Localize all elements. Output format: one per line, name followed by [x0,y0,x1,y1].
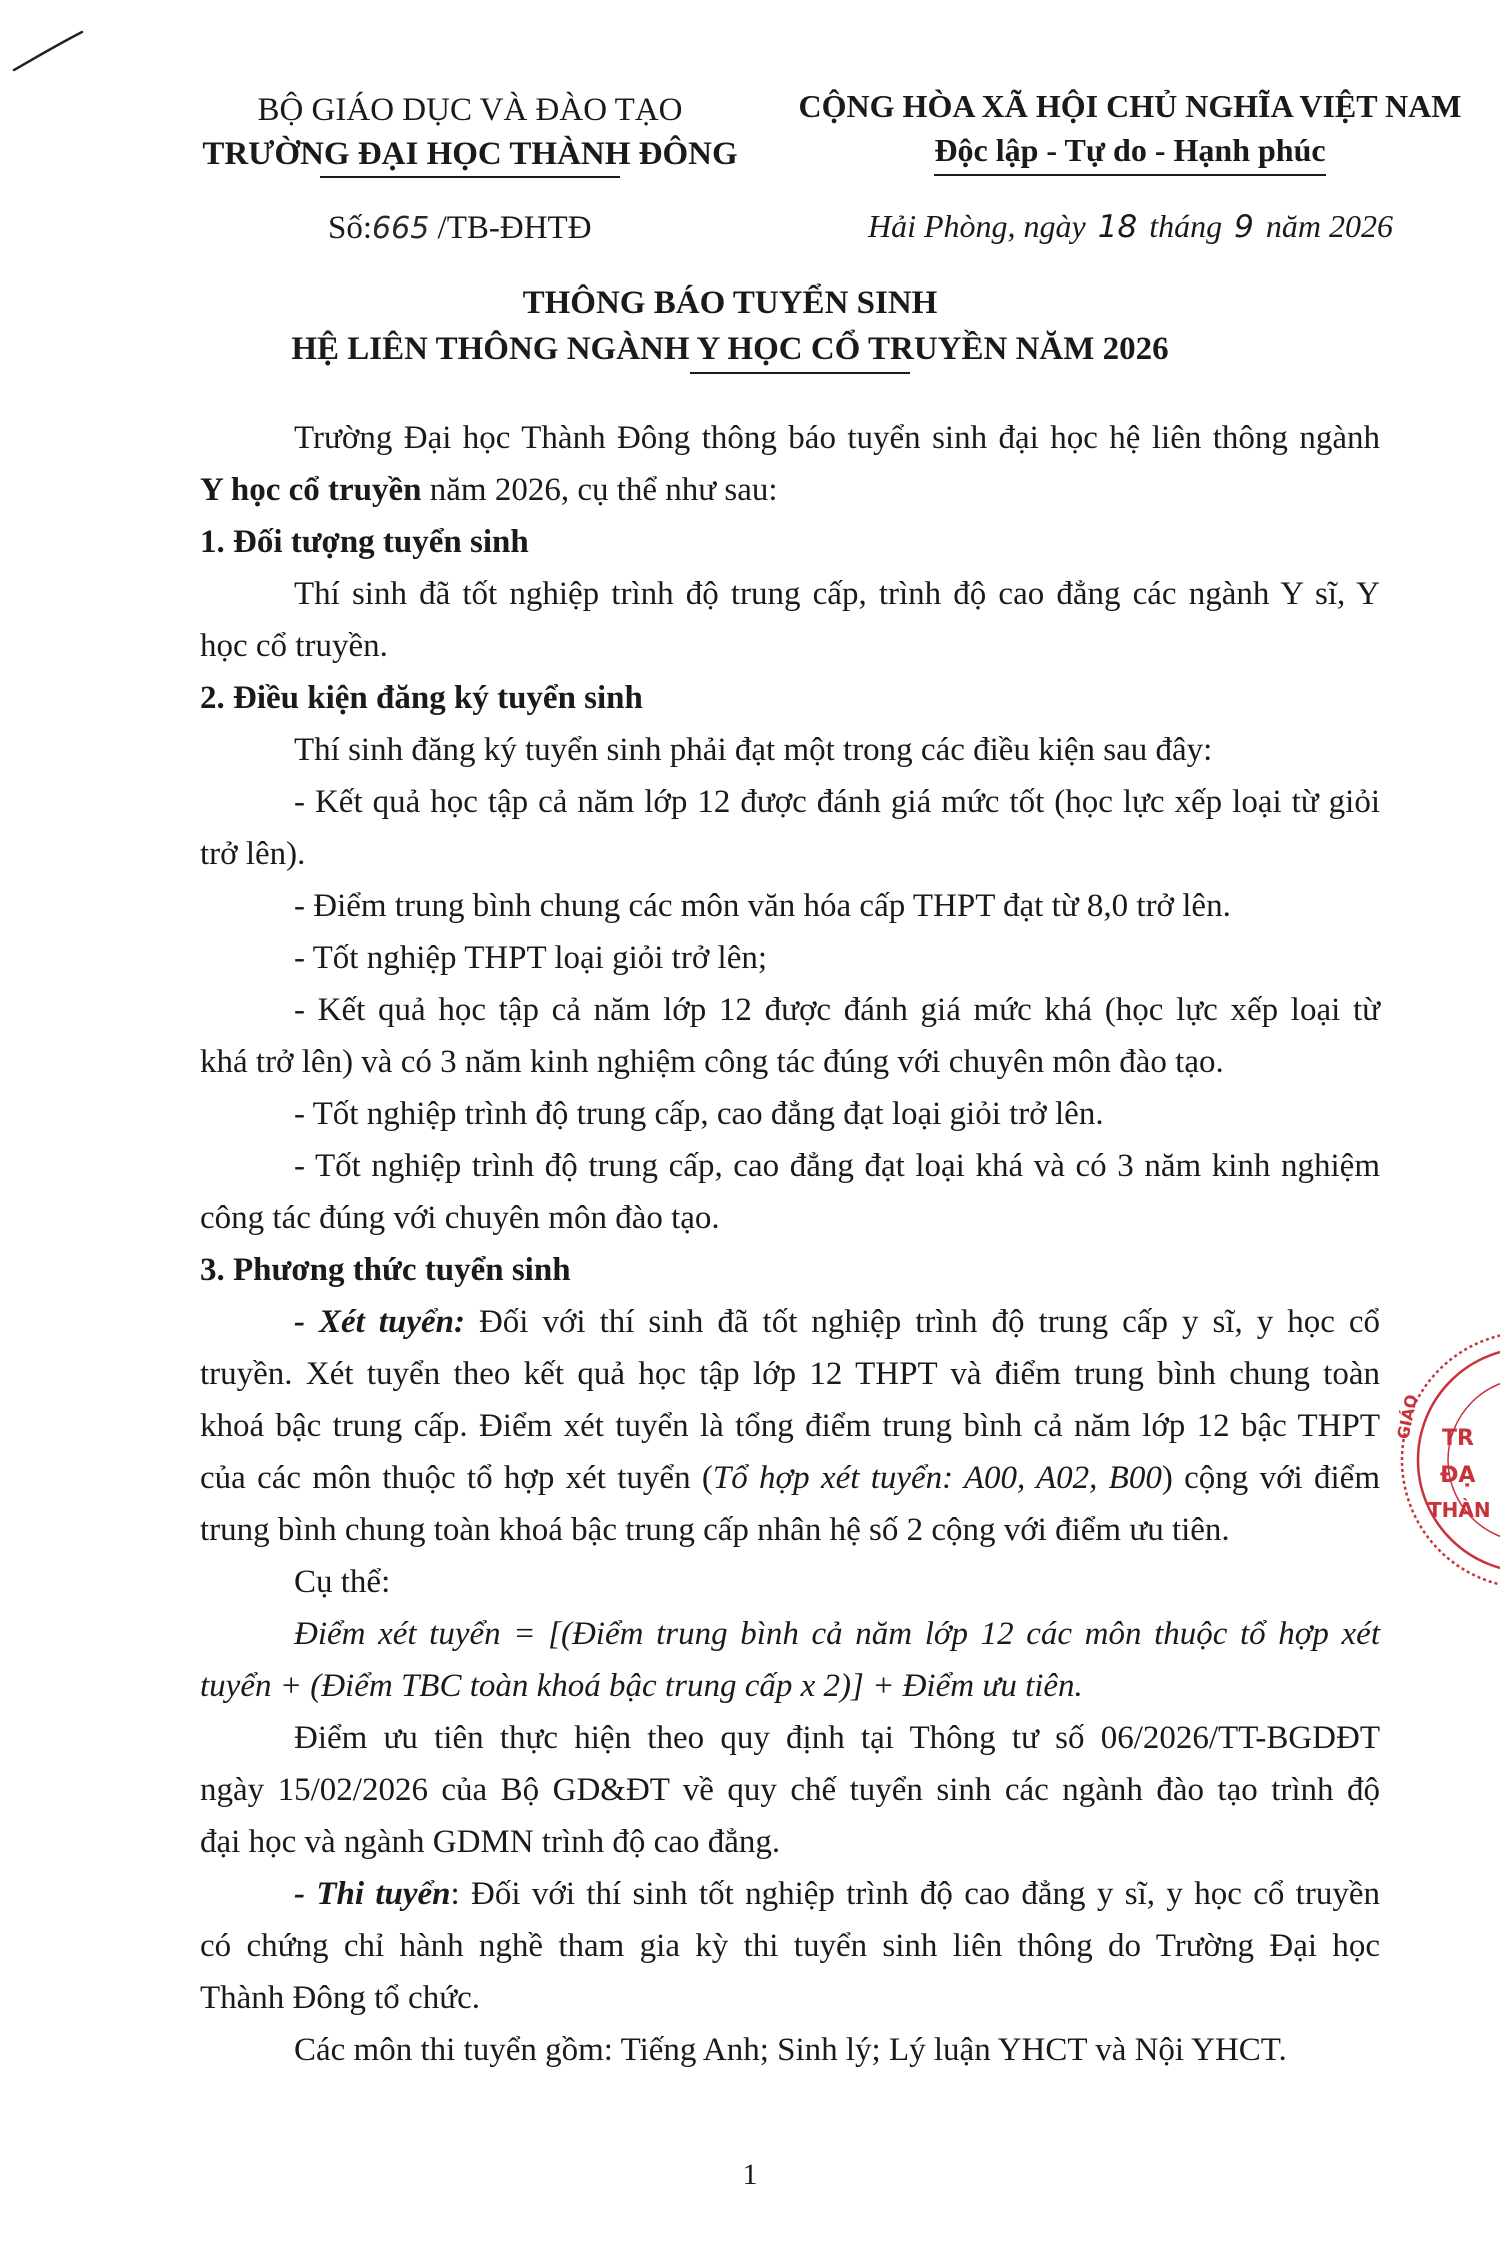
seal-ring-text: GIÁO [1393,1392,1422,1441]
date-month: 9 [1234,209,1254,245]
motto: Độc lập - Tự do - Hạnh phúc [934,128,1325,176]
date-place: Hải Phòng, ngày [868,208,1086,244]
seal-text-2: ĐẠ [1440,1463,1476,1488]
priority-line-2: ngày 15/02/2026 của Bộ GD&ĐT về quy chế tuyển sinh các ngành đào tạo trình độ [200,1772,1380,1808]
document-title [230,280,1230,374]
formula-line-2: tuyển + (Điểm TBC toàn khoá bậc trung cấp x 2)] + Điểm ưu tiên. [200,1668,1083,1704]
condition-4-line-1: - Kết quả học tập cả năm lớp 12 được đánh giá mức khá (học lực xếp loại từ [294,992,1380,1028]
section-2-heading: 2. Điều kiện đăng ký tuyển sinh [200,680,643,716]
intro-line-1: Trường Đại học Thành Đông thông báo tuyển sinh đại học hệ liên thông ngành [294,420,1380,456]
doc-number-handwritten: 665 [372,211,430,246]
page-number: 1 [742,2158,758,2191]
section-1-line-2: học cổ truyền. [200,628,388,664]
section-3-heading: 3. Phương thức tuyển sinh [200,1252,571,1288]
condition-1-line-2: trở lên). [200,836,306,872]
document-body [200,412,1380,2076]
document-number [328,210,592,247]
condition-6-line-1: - Tốt nghiệp trình độ trung cấp, cao đẳng đạt loại khá và có 3 năm kinh nghiệm [294,1148,1380,1184]
date-line [868,208,1393,245]
header-left [180,88,760,178]
title-line-1: THÔNG BÁO TUYỂN SINH [522,285,938,321]
date-year: năm 2026 [1265,208,1393,244]
doc-number-suffix: /TB-ĐHTĐ [437,210,592,246]
admission-review-line-2: truyền. Xét tuyển theo kết quả học tập lớp 12 THPT và điểm trung bình chung toàn [200,1356,1380,1392]
seal-text-3: THÀN [1428,1498,1491,1522]
condition-1-line-1: - Kết quả học tập cả năm lớp 12 được đánh giá mức tốt (học lực xếp loại từ giỏi [294,784,1380,820]
condition-5: - Tốt nghiệp trình độ trung cấp, cao đẳng đạt loại giỏi trở lên. [294,1096,1104,1132]
ministry-name: BỘ GIÁO DỤC VÀ ĐÀO TẠO [257,92,683,128]
school-underline [320,176,620,178]
doc-number-prefix: Số: [328,210,373,246]
entrance-exam-line-2: có chứng chỉ hành nghề tham gia kỳ thi tuyển sinh liên thông do Trường Đại học [200,1928,1380,1964]
pen-stroke-mark [10,28,90,78]
seal-text-1: TR [1442,1426,1474,1451]
entrance-exam-label: - Thi tuyển [294,1876,451,1912]
republic-name: CỘNG HÒA XÃ HỘI CHỦ NGHĨA VIỆT NAM [798,88,1462,124]
exam-subjects: Các môn thi tuyển gồm: Tiếng Anh; Sinh lý; Lý luận YHCT và Nội YHCT. [294,2032,1287,2068]
admission-review-line-4: của các môn thuộc tổ hợp xét tuyển (Tổ hợp xét tuyển: A00, A02, B00) cộng với điểm [200,1460,1380,1496]
admission-review-label: - Xét tuyển: [294,1304,465,1340]
title-underline [690,372,910,374]
intro-line-2-rest: năm 2026, cụ thể như sau: [421,472,778,508]
entrance-exam-line-3: Thành Đông tổ chức. [200,1980,480,2016]
formula-line-1: Điểm xét tuyển = [(Điểm trung bình cả năm lớp 12 các môn thuộc tổ hợp xét [294,1616,1380,1652]
section-2-lead: Thí sinh đăng ký tuyển sinh phải đạt một trong các điều kiện sau đây: [294,732,1213,768]
title-line-2: HỆ LIÊN THÔNG NGÀNH Y HỌC CỔ TRUYỀN NĂM 2026 [291,331,1169,367]
date-month-word: tháng [1149,208,1223,244]
priority-line-1: Điểm ưu tiên thực hiện theo quy định tại Thông tư số 06/2026/TT-BGDĐT [294,1720,1380,1756]
section-1-line-1: Thí sinh đã tốt nghiệp trình độ trung cấp, trình độ cao đẳng các ngành Y sĩ, Y [294,576,1380,612]
major-name: Y học cổ truyền [200,472,422,508]
admission-review-line-5: trung bình chung toàn khoá bậc trung cấp nhân hệ số 2 cộng với điểm ưu tiên. [200,1512,1230,1548]
specifically-label: Cụ thể: [294,1564,391,1600]
section-1-heading: 1. Đối tượng tuyển sinh [200,524,529,560]
header-right [795,84,1465,176]
subject-combination: Tổ hợp xét tuyển: A00, A02, B00 [712,1460,1162,1496]
school-name: TRƯỜNG ĐẠI HỌC THÀNH ĐÔNG [202,136,738,172]
condition-2: - Điểm trung bình chung các môn văn hóa cấp THPT đạt từ 8,0 trở lên. [294,888,1231,924]
admission-review-line-3: khoá bậc trung cấp. Điểm xét tuyển là tổng điểm trung bình cả năm lớp 12 bậc THPT [200,1408,1380,1444]
red-seal-stamp [1380,1310,1500,1610]
intro-line-2 [200,464,1380,516]
priority-line-3: đại học và ngành GDMN trình độ cao đẳng. [200,1824,781,1860]
condition-4-line-2: khá trở lên) và có 3 năm kinh nghiệm công tác đúng với chuyên môn đào tạo. [200,1044,1224,1080]
date-day: 18 [1097,209,1138,245]
condition-6-line-2: công tác đúng với chuyên môn đào tạo. [200,1200,720,1236]
entrance-exam-line-1: - Thi tuyển: Đối với thí sinh tốt nghiệp trình độ cao đẳng y sĩ, y học cổ truyền [294,1876,1380,1912]
condition-3: - Tốt nghiệp THPT loại giỏi trở lên; [294,940,768,976]
admission-review-line-1: - Xét tuyển: Đối với thí sinh đã tốt nghiệp trình độ trung cấp y sĩ, y học cổ [294,1304,1380,1340]
